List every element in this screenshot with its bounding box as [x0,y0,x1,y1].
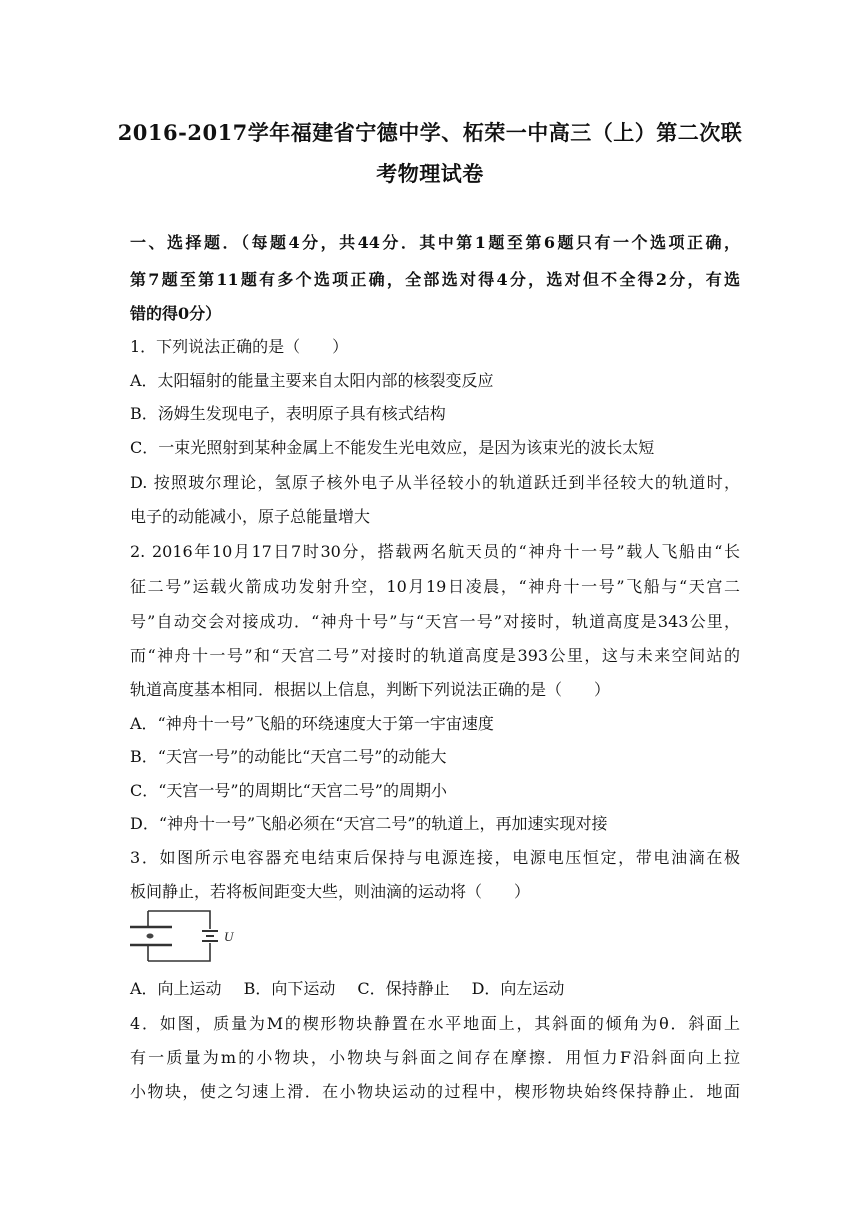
question-3-option-a: A．向上运动 [130,979,222,998]
question-2-option-b: B．“天宫一号”的动能比“天宫二号”的动能大 [130,747,447,766]
question-3-option-d: D．向左运动 [471,979,565,998]
capacitor-circuit-figure [128,905,248,969]
question-4-stem-line-1: 4．如图，质量为M的楔形物块静置在水平地面上，其斜面的倾角为θ．斜面上 [130,1014,740,1033]
question-3-option-c: C．保持静止 [357,979,450,998]
question-3-stem-line-2: 板间静止，若将板间距变大些，则油滴的运动将（ ） [130,882,531,901]
section-header-line-1: 一、选择题．（每题4分，共44分．其中第1题至第6题只有一个选项正确， [130,233,740,252]
question-2-stem-line-3: 号”自动交会对接成功．“神舟十号”与“天宫一号”对接时，轨道高度是343公里， [130,612,740,631]
question-1-stem: 1．下列说法正确的是（ ） [130,337,349,356]
question-1-option-c: C．一束光照射到某种金属上不能发生光电效应，是因为该束光的波长太短 [130,438,655,457]
question-2-stem-line-4: 而“神舟十一号”和“天宫二号”对接时的轨道高度是393公里，这与未来空间站的 [130,646,740,665]
question-4-stem-line-2: 有一质量为m的小物块，小物块与斜面之间存在摩擦．用恒力F沿斜面向上拉 [130,1048,740,1067]
question-3-option-b: B．向下运动 [243,979,336,998]
exam-title-line-1: 2016-2017学年福建省宁德中学、柘荣一中高三（上）第二次联 [117,120,743,145]
circuit-voltage-label: U [224,929,234,944]
question-2-stem-line-1: 2. 2016年10月17日7时30分，搭载两名航天员的“神舟十一号”载人飞船由“长 [130,542,740,561]
question-1-option-d-line-1: D. 按照玻尔理论，氢原子核外电子从半径较小的轨道跃迁到半径较大的轨道时， [130,473,740,492]
question-2-option-d: D．“神舟十一号”飞船必须在“天宫二号”的轨道上，再加速实现对接 [130,814,608,833]
question-2-option-c: C．“天宫一号”的周期比“天宫二号”的周期小 [130,781,447,800]
section-header-line-3: 错的得0分） [130,304,222,323]
question-1-option-a: A．太阳辐射的能量主要来自太阳内部的核裂变反应 [130,371,494,390]
question-2-stem-line-5: 轨道高度基本相同．根据以上信息，判断下列说法正确的是（ ） [130,680,611,699]
question-4-stem-line-3: 小物块，使之匀速上滑．在小物块运动的过程中，楔形物块始终保持静止．地面 [130,1082,740,1101]
question-3-options [130,978,740,1000]
question-2-option-a: A．“神舟十一号”飞船的环绕速度大于第一宇宙速度 [130,714,494,733]
question-3-stem-line-1: 3．如图所示电容器充电结束后保持与电源连接，电源电压恒定，带电油滴在极 [130,848,740,867]
exam-title-line-2: 考物理试卷 [376,161,484,186]
question-1-option-b: B．汤姆生发现电子，表明原子具有核式结构 [130,404,446,423]
question-2-stem-line-2: 征二号”运载火箭成功发射升空，10月19日凌晨，“神舟十一号”飞船与“天宫二 [130,577,740,596]
question-1-option-d-line-2: 电子的动能减小，原子总能量增大 [130,507,371,526]
section-header-line-2: 第7题至第11题有多个选项正确，全部选对得4分，选对但不全得2分，有选 [130,270,740,289]
